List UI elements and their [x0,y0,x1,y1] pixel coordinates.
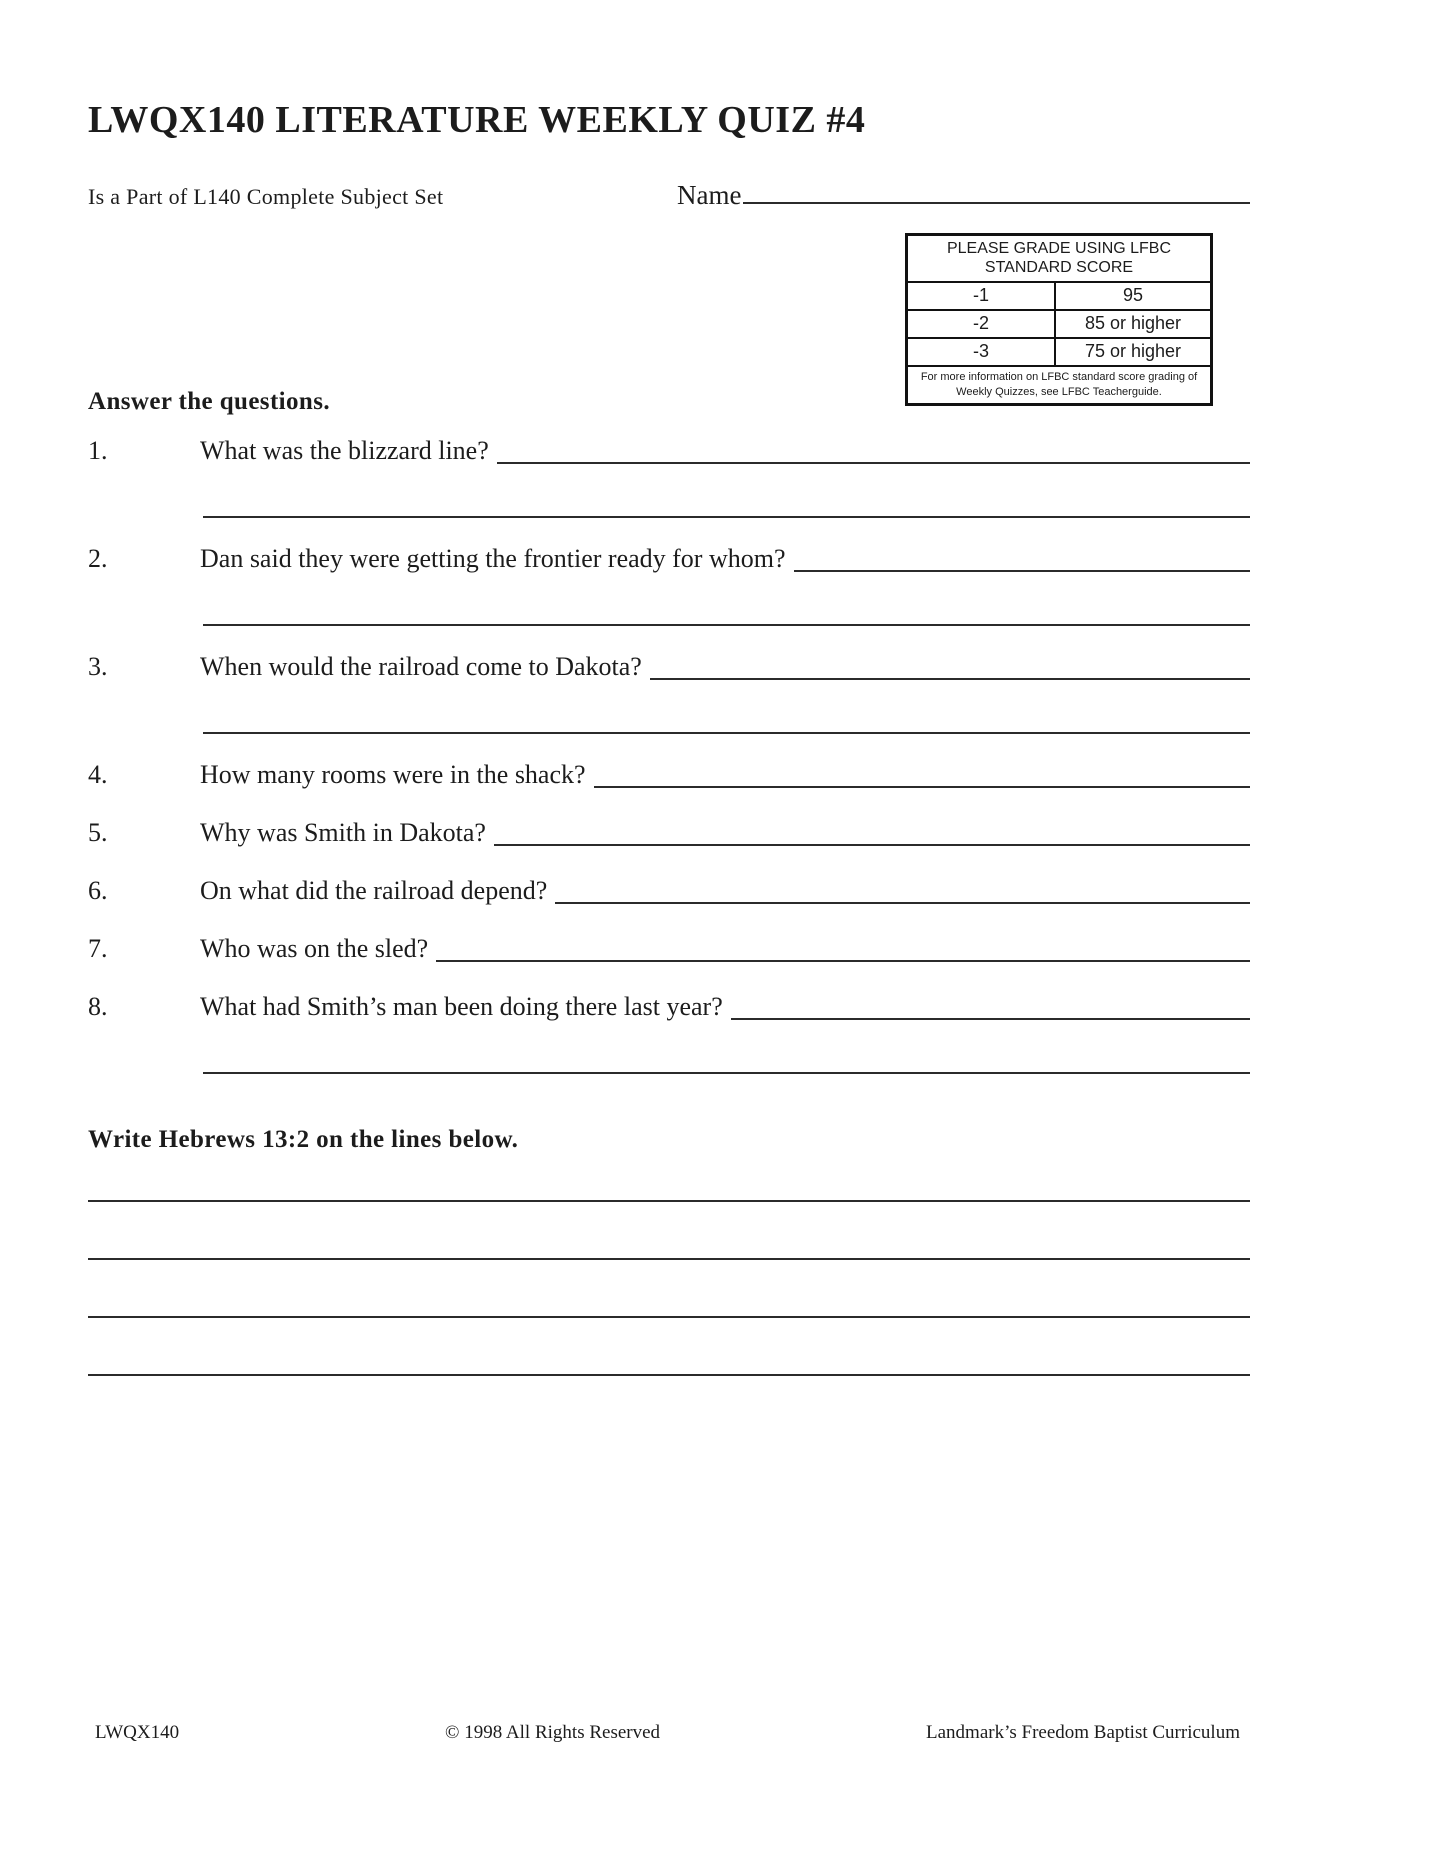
instructions-heading: Answer the questions. [88,388,330,415]
answer-line[interactable] [731,990,1250,1020]
question-text: When would the railroad come to Dakota? [200,652,642,681]
question-text: Why was Smith in Dakota? [200,818,486,847]
grade-table-rows [908,283,1210,367]
subtitle: Is a Part of L140 Complete Subject Set [88,184,444,209]
footer-product-code: LWQX140 [95,1722,180,1743]
grade-table-row [908,283,1210,311]
question-text: How many rooms were in the shack? [200,760,586,789]
grade-table-title: PLEASE GRADE USING LFBC STANDARD SCORE [908,236,1210,283]
grade-table-row [908,311,1210,339]
grade-table-footnote: For more information on LFBC standard score grading of Weekly Quizzes, see LFBC Teacherguide. [920,371,1198,398]
answer-line[interactable] [555,874,1250,904]
answer-line[interactable] [794,542,1250,572]
question-text: On what did the railroad depend? [200,876,548,905]
name-label: Name [677,180,742,210]
question-text: What had Smith’s man been doing there last year? [200,992,723,1021]
question-row [88,874,1250,908]
verse-lines [88,1200,1250,1376]
verse-writing-line[interactable] [88,1316,1250,1318]
verse-writing-line[interactable] [88,1200,1250,1202]
answer-continuation-line[interactable] [203,516,1250,518]
question-row [88,650,1250,684]
verse-writing-line[interactable] [88,1258,1250,1260]
question-number: 3. [88,652,108,681]
question-number: 5. [88,818,108,847]
grade-table [905,233,1213,406]
question-text: Who was on the sled? [200,934,429,963]
footer-publisher: Landmark’s Freedom Baptist Curriculum [926,1722,1240,1743]
grade-value-cell: 75 or higher [1084,341,1182,362]
grade-score-cell: -2 [908,311,1056,337]
grade-value-cell: 95 [1122,285,1143,306]
footer-copyright: © 1998 All Rights Reserved [445,1722,661,1743]
question-number: 2. [88,544,108,573]
answer-line[interactable] [650,650,1250,680]
answer-line[interactable] [436,932,1250,962]
verse-heading: Write Hebrews 13:2 on the lines below. [88,1126,519,1153]
answer-continuation-line[interactable] [203,1072,1250,1074]
question-number: 8. [88,992,108,1021]
question-row [88,932,1250,966]
question-number: 6. [88,876,108,905]
question-text: Dan said they were getting the frontier ready for whom? [200,544,786,573]
name-field [677,178,1250,211]
question-row [88,990,1250,1024]
answer-line[interactable] [497,434,1250,464]
page-footer [95,1722,1240,1744]
answer-continuation-line[interactable] [203,732,1250,734]
answer-line[interactable] [494,816,1250,846]
question-row [88,542,1250,576]
grade-value-cell: 85 or higher [1084,313,1182,334]
answer-line[interactable] [594,758,1250,788]
grade-score-cell: -1 [908,283,1056,309]
question-row [88,434,1250,468]
questions-list [88,434,1250,1074]
question-row [88,816,1250,850]
answer-continuation-line[interactable] [203,624,1250,626]
question-row [88,758,1250,792]
question-number: 1. [88,436,108,465]
question-number: 4. [88,760,108,789]
question-number: 7. [88,934,108,963]
page-title: LWQX140 LITERATURE WEEKLY QUIZ #4 [88,99,866,141]
verse-writing-line[interactable] [88,1374,1250,1376]
grade-score-cell: -3 [908,339,1056,365]
subheader-row [88,180,1250,220]
name-input-line[interactable] [743,178,1250,204]
question-text: What was the blizzard line? [200,436,489,465]
grade-table-row [908,339,1210,367]
